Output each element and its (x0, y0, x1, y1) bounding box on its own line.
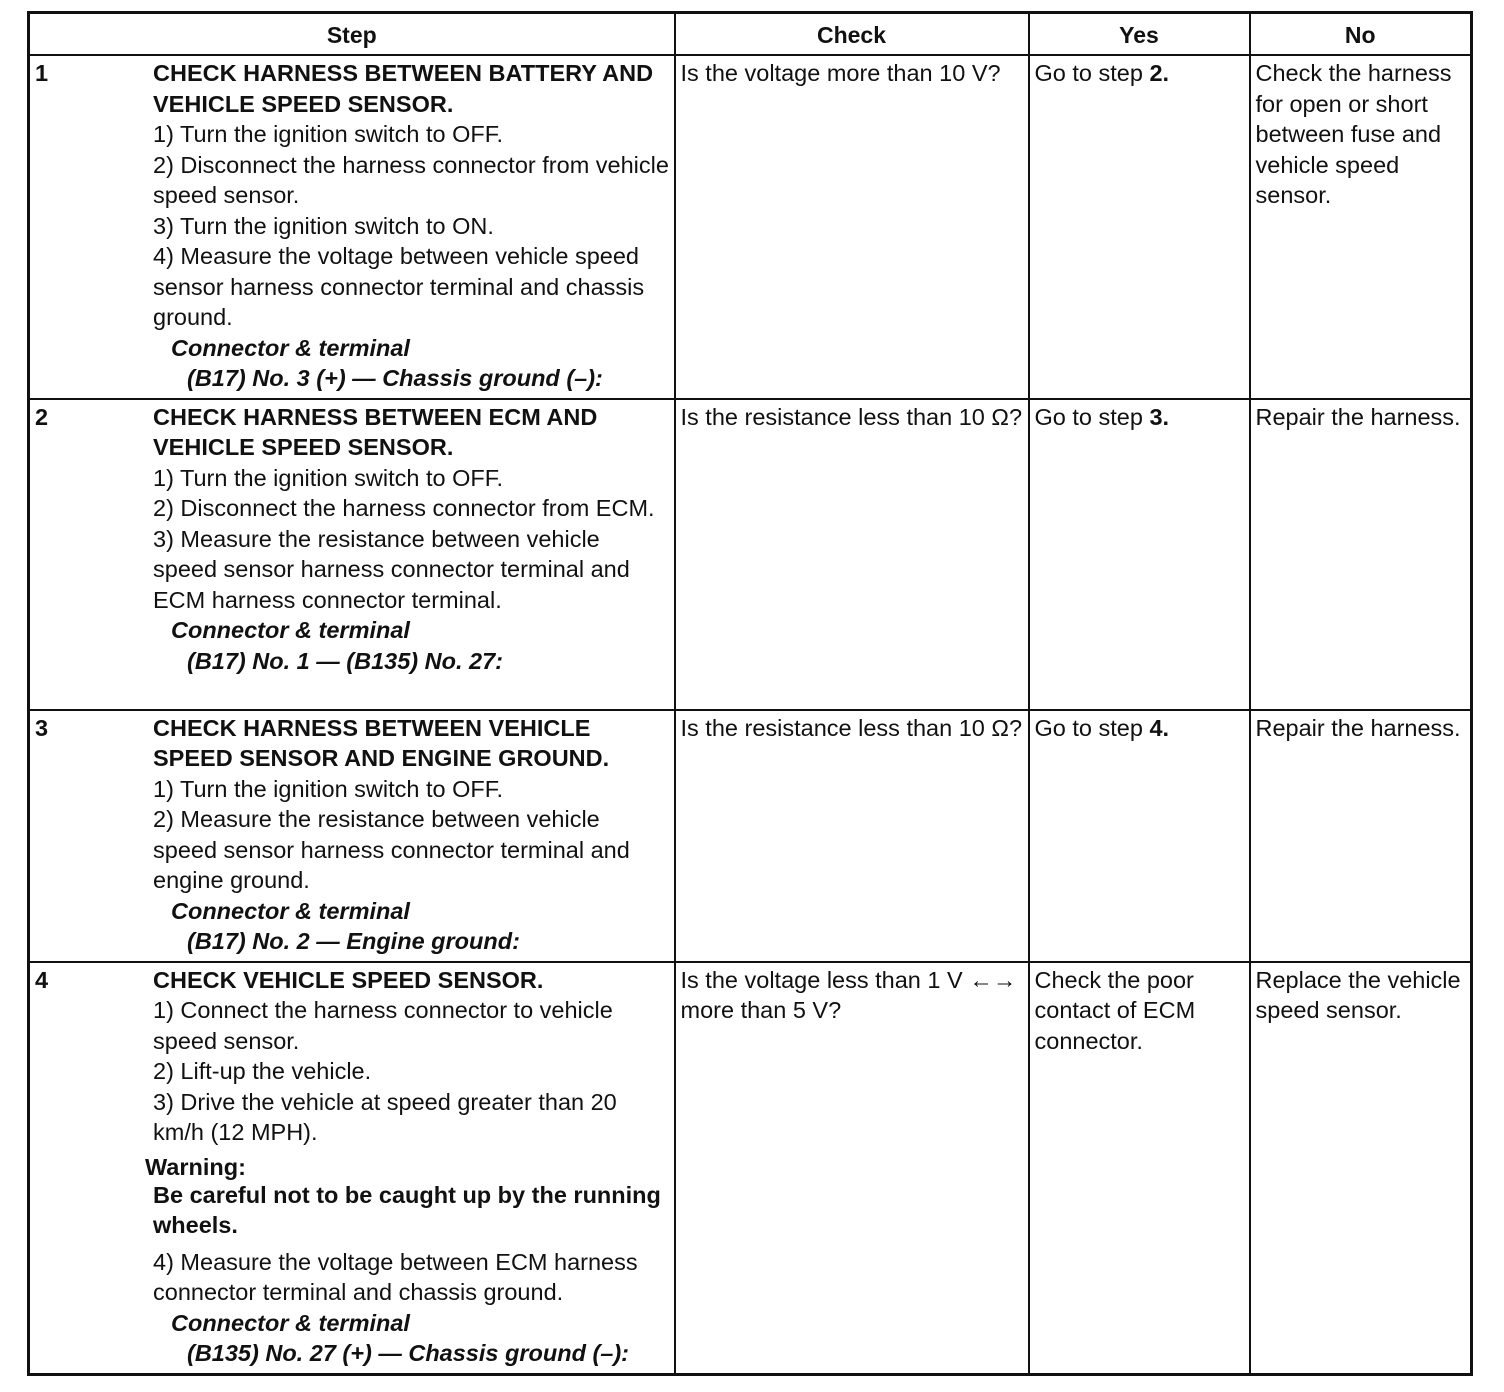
step-instruction: 3) Turn the ignition switch to ON. (153, 212, 494, 239)
check-cell: Is the resistance less than 10 Ω? (675, 710, 1029, 962)
yes-text: Go to step (1034, 403, 1150, 430)
connector-terminal: (B17) No. 2 — Engine ground: (187, 928, 520, 954)
yes-cell (1029, 710, 1250, 962)
step-instruction: 3) Drive the vehicle at speed greater than 20 km/h (12 MPH). (153, 1088, 617, 1145)
connector-label: Connector & terminal (171, 334, 410, 361)
connector-terminal: (B17) No. 3 (+) — Chassis ground (–): (187, 365, 603, 391)
header-check: Check (675, 13, 1029, 56)
step-instruction: 2) Disconnect the harness connector from ECM. (153, 495, 655, 521)
yes-cell: Check the poor contact of ECM connector. (1029, 962, 1250, 1375)
step-cell (29, 399, 675, 710)
connector-label: Connector & terminal (171, 617, 410, 643)
check-cell: Is the resistance less than 10 Ω? (675, 399, 1029, 710)
connector-label: Connector & terminal (171, 897, 410, 924)
yes-step: 2. (1149, 60, 1170, 86)
table-row (29, 962, 1472, 1375)
yes-step: 4. (1149, 714, 1170, 741)
diagnostic-table (27, 11, 1473, 1376)
warning-text: Be careful not to be caught up by the running wheels. (153, 1181, 661, 1238)
yes-text: Go to step (1034, 60, 1150, 86)
step-cell (29, 55, 675, 399)
check-cell: Is the voltage less than 1 V ←→ more than 5 V? (675, 962, 1029, 1375)
connector-terminal: (B135) No. 27 (+) — Chassis ground (–): (187, 1340, 630, 1366)
no-cell: Replace the vehicle speed sensor. (1250, 962, 1472, 1375)
yes-cell (1029, 55, 1250, 399)
header-yes: Yes (1029, 13, 1250, 56)
no-cell: Repair the harness. (1250, 710, 1472, 962)
step-number: 2 (35, 403, 49, 430)
yes-step: 3. (1149, 403, 1170, 430)
no-cell: Check the harness for open or short between fuse and vehicle speed sensor. (1250, 55, 1472, 399)
header-row (29, 13, 1472, 56)
header-step: Step (29, 13, 675, 56)
step-title: CHECK VEHICLE SPEED SENSOR. (153, 966, 544, 993)
step-number: 1 (35, 60, 49, 86)
step-number: 3 (35, 714, 49, 741)
step-title: CHECK HARNESS BETWEEN VEHICLE SPEED SENSOR AND ENGINE GROUND. (153, 714, 610, 771)
step-title: CHECK HARNESS BETWEEN ECM AND VEHICLE SPEED SENSOR. (153, 403, 598, 460)
step-instruction: 1) Turn the ignition switch to OFF. (153, 121, 504, 147)
table-row (29, 399, 1472, 710)
step-cell (29, 962, 675, 1375)
warning-label: Warning: (145, 1153, 246, 1180)
connector-terminal: (B17) No. 1 — (B135) No. 27: (187, 647, 504, 674)
step-instruction: 1) Turn the ignition switch to OFF. (153, 775, 504, 802)
table-row (29, 55, 1472, 399)
yes-text: Go to step (1034, 714, 1150, 741)
yes-cell (1029, 399, 1250, 710)
connector-label: Connector & terminal (171, 1309, 410, 1336)
step-title: CHECK HARNESS BETWEEN BATTERY AND VEHICLE SPEED SENSOR. (153, 60, 654, 117)
step-instruction: 1) Turn the ignition switch to OFF. (153, 464, 504, 491)
no-cell: Repair the harness. (1250, 399, 1472, 710)
step-instruction: 4) Measure the voltage between vehicle speed sensor harness connector terminal and chassis ground. (153, 243, 645, 330)
header-no: No (1250, 13, 1472, 56)
step-instruction: 2) Disconnect the harness connector from vehicle speed sensor. (153, 151, 669, 208)
step-instruction: 2) Lift-up the vehicle. (153, 1058, 372, 1084)
step-cell (29, 710, 675, 962)
step-instruction: 3) Measure the resistance between vehicle speed sensor harness connector terminal and ECM harness connector terminal. (153, 525, 630, 613)
step-instruction: 2) Measure the resistance between vehicle speed sensor harness connector terminal and engine ground. (153, 806, 630, 893)
step-instruction: 1) Connect the harness connector to vehicle speed sensor. (153, 997, 613, 1054)
table-row (29, 710, 1472, 962)
step-instruction: 4) Measure the voltage between ECM harness connector terminal and chassis ground. (153, 1248, 638, 1305)
step-number: 4 (35, 966, 49, 993)
check-cell: Is the voltage more than 10 V? (675, 55, 1029, 399)
